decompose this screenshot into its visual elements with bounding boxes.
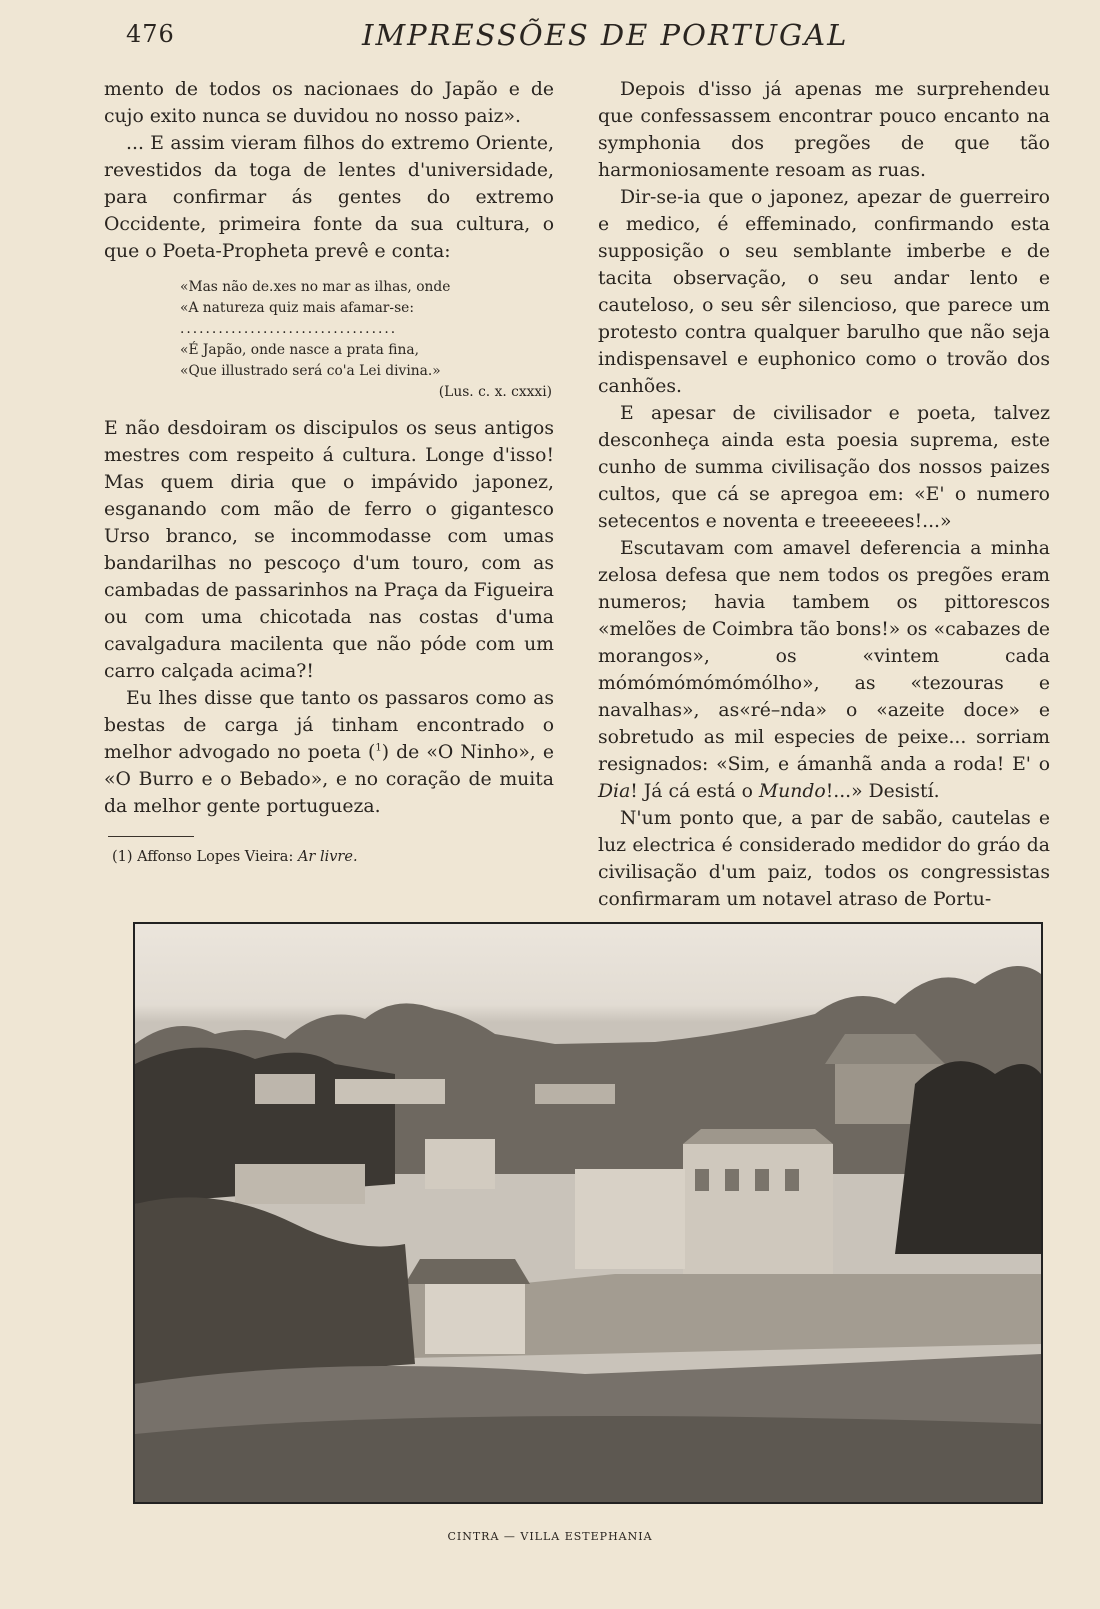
running-title: IMPRESSÕES DE PORTUGAL (362, 18, 849, 52)
verse-line: «É Japão, onde nasce a prata fina, (180, 342, 419, 358)
paragraph: E apesar de civilisador e poeta, talvez desconheça ainda esta poesia suprema, este cunho de summa civilisação dos nossos paizes cultos, que cá se apregoa em: «E' o numero setecentos e noventa e treeeeees!...» (598, 403, 1050, 532)
verse-line: «Que illustrado será co'a Lei divina.» (180, 363, 441, 379)
verse-line: «Mas não de.xes no mar as ilhas, onde (180, 279, 451, 295)
paragraph: ... E assim vieram filhos do extremo Oriente, revestidos da toga de lentes d'universidade, para confirmar ás gentes do extremo Occidente, primeira fonte da sua cultura, o que o Poeta-Propheta prevê e conta: (104, 133, 554, 262)
text-run: ! Já cá está o (630, 781, 759, 802)
villa-estephania (683, 1144, 833, 1274)
footnote-mark: (1) (112, 849, 133, 865)
verse-source: (Lus. c. x. cxxxi) (438, 384, 552, 400)
house (425, 1139, 495, 1189)
paragraph: Depois d'isso já apenas me surprehendeu que confessassem encontrar pouco encanto na symphonia dos pregões de que tão harmoniosamente resoam as ruas. (598, 79, 1050, 181)
window (725, 1169, 739, 1191)
foreground-ground (135, 1416, 1041, 1502)
paragraph (104, 685, 554, 820)
footnote-ref: 1 (375, 742, 382, 754)
text-run: Eu lhes disse que tanto os passaros como as bestas de carga já tinham encontrado o melhor advogado no poeta ( (104, 688, 554, 763)
window (755, 1169, 769, 1191)
newspaper-title: Mundo (758, 781, 826, 802)
verse-ellipsis: .................................. (180, 321, 398, 337)
footnote-title: Ar livre. (297, 849, 358, 865)
footnote-text: Affonso Lopes Vieira: (137, 849, 298, 865)
left-column (104, 76, 554, 867)
paragraph: Dir-se-ia que o japonez, apezar de guerreiro e medico, é effeminado, confirmando esta supposição o seu semblante imberbe e de tacita observação, o seu andar lento e cauteloso, o seu sêr silencioso, que parece um protesto contra qualquer barulho que não seja indispensavel e euphonico como o trovão dos canhões. (598, 187, 1050, 397)
footnote-divider (108, 836, 194, 837)
halftone-photograph (133, 922, 1043, 1504)
text-run: Escutavam com amavel deferencia a minha zelosa defesa que nem todos os pregões eram numeros; havia tambem os pittorescos «melões de Coimbra tão bons!» os «cabazes de morangos», os «vintem cada mómómómómómólho», as «tezouras e navalhas», as«ré–nda» o «azeite doce» e sobretudo as mil especies de peixe... sorriam resignados: «Sim, e ámanhã anda a roda! E' o (598, 538, 1050, 775)
foreground-house (425, 1284, 525, 1354)
villa-roof (683, 1129, 833, 1144)
villa-annex (575, 1169, 685, 1269)
window (695, 1169, 709, 1191)
verse-quote (180, 277, 554, 403)
text-run: !...» Desistí. (825, 781, 940, 802)
page-number: 476 (126, 20, 175, 48)
right-column (598, 76, 1050, 913)
window (785, 1169, 799, 1191)
distant-building (255, 1074, 315, 1104)
photo-caption: CINTRA — VILLA ESTEPHANIA (447, 1530, 653, 1543)
footnote (104, 847, 554, 867)
paragraph: N'um ponto que, a par de sabão, cautelas e luz electrica é considerado medidor do gráo da civilisação d'um paiz, todos os congressistas confirmaram um notavel atraso de Portu- (598, 808, 1050, 910)
foreground-roof (405, 1259, 530, 1284)
paragraph (598, 535, 1050, 805)
distant-building (335, 1079, 445, 1104)
right-trees (895, 1061, 1041, 1254)
house (235, 1164, 365, 1204)
photo-illustration (135, 924, 1041, 1502)
midground-vegetation (135, 1197, 415, 1384)
text-run: ) de «O Ninho», e «O Burro e o Bebado», e no coração de muita da melhor gente portugueza. (104, 742, 554, 817)
newspaper-title: Dia (598, 781, 631, 802)
paragraph: mento de todos os nacionaes do Japão e de cujo exito nunca se duvidou no nosso paiz». (104, 79, 554, 127)
verse-line: «A natureza quiz mais afamar-se: (180, 300, 414, 316)
page-header (0, 14, 1100, 54)
paragraph: E não desdoiram os discipulos os seus antigos mestres com respeito á cultura. Longe d'isso! Mas quem diria que o impávido japonez, esganando com mão de ferro o gigantesco Urso branco, se incommodasse com umas bandarilhas no pescoço d'um touro, com as cambadas de passarinhos na Praça da Figueira ou com uma chicotada nas costas d'uma cavalgadura macilenta que não póde com um carro calçada acima?! (104, 418, 554, 682)
distant-building (535, 1084, 615, 1104)
